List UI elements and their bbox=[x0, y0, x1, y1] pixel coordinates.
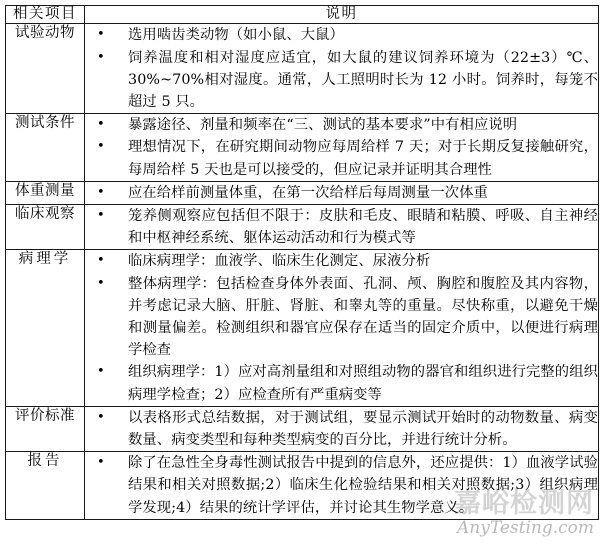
header-cell-description: 说明 bbox=[85, 6, 599, 24]
header-cell-item: 相关项目 bbox=[6, 6, 85, 24]
table-row bbox=[6, 181, 599, 204]
list-item: • 暴露途径、剂量和频率在“三、测试的基本要求”中有相应说明 bbox=[85, 114, 598, 136]
list-item: • 整体病理学：包括检查身体外表面、孔洞、颅、胸腔和腹腔及其内容物，并考虑记录大脑、肝脏、肾脏、和睾丸等的重量。尽快称重，以避免干燥和测量偏差。检测组织和器官应保存在适当的固定介质中，以便进行病理学检查 bbox=[85, 273, 598, 362]
table-header-row bbox=[6, 6, 599, 24]
specification-table bbox=[5, 5, 599, 520]
list-item: • 组织病理学：1）应对高剂量组和对照组动物的器官和组织进行完整的组织病理学检查；2）应检查所有严重病变等 bbox=[85, 361, 598, 405]
table-row bbox=[6, 205, 599, 250]
bullet-list bbox=[85, 24, 598, 113]
bullet-list bbox=[85, 205, 598, 249]
row-item-label: 报告 bbox=[6, 452, 85, 520]
row-item-label: 临床观察 bbox=[6, 205, 85, 250]
table-body bbox=[6, 6, 599, 520]
row-description bbox=[85, 406, 599, 451]
row-item-label: 试验动物 bbox=[6, 24, 85, 114]
list-item: • 笼养侧观察应包括但不限于：皮肤和毛皮、眼睛和粘膜、呼吸、自主神经和中枢神经系统、躯体运动活动和行为模式等 bbox=[85, 205, 598, 249]
list-item: • 以表格形式总结数据，对于测试组，要显示测试开始时的动物数量、病变数量、病变类型和每种类型病变的百分比，并进行统计分析。 bbox=[85, 407, 598, 451]
row-item-label: 体重测量 bbox=[6, 181, 85, 204]
row-description bbox=[85, 250, 599, 406]
list-item: • 除了在急性全身毒性测试报告中提到的信息外，还应提供：1）血液学试验结果和相关对照数据;2）临床生化检验结果和相关对照数据;3）组织病理学发现;4）结果的统计学评估，并讨论其生物学意义。 bbox=[85, 452, 598, 519]
table-row bbox=[6, 250, 599, 406]
row-item-label: 病理学 bbox=[6, 250, 85, 406]
row-description bbox=[85, 205, 599, 250]
watermark-en-text: AnyTesting.com bbox=[456, 518, 594, 539]
row-description bbox=[85, 181, 599, 204]
bullet-list bbox=[85, 452, 598, 519]
list-item: • 选用啮齿类动物（如小鼠、大鼠） bbox=[85, 24, 598, 46]
row-description bbox=[85, 114, 599, 182]
bullet-list bbox=[85, 407, 598, 451]
list-item: • 饲养温度和相对湿度应适宜，如大鼠的建议饲养环境为（22±3）℃、30%~70%相对湿度。通常，人工照明时长为 12 小时。饲养时，每笼不超过 5 只。 bbox=[85, 47, 598, 114]
specification-table-wrapper bbox=[5, 5, 598, 520]
bullet-list bbox=[85, 182, 598, 204]
bullet-list bbox=[85, 114, 598, 181]
row-item-label: 评价标准 bbox=[6, 406, 85, 451]
row-description bbox=[85, 24, 599, 114]
table-row bbox=[6, 24, 599, 114]
table-row bbox=[6, 406, 599, 451]
list-item: • 临床病理学：血液学、临床生化测定、尿液分析 bbox=[85, 250, 598, 272]
table-row bbox=[6, 114, 599, 182]
list-item: • 理想情况下，在研究期间动物应每周给样 7 天；对于长期反复接触研究，每周给样 5 天也是可以接受的，但应记录并证明其合理性 bbox=[85, 136, 598, 180]
watermark-cn-text: 嘉峪检测网 bbox=[454, 487, 594, 519]
list-item: • 应在给样前测量体重，在第一次给样后每周测量一次体重 bbox=[85, 182, 598, 204]
bullet-list bbox=[85, 250, 598, 405]
table-row bbox=[6, 452, 599, 520]
row-description bbox=[85, 452, 599, 520]
row-item-label: 测试条件 bbox=[6, 114, 85, 182]
